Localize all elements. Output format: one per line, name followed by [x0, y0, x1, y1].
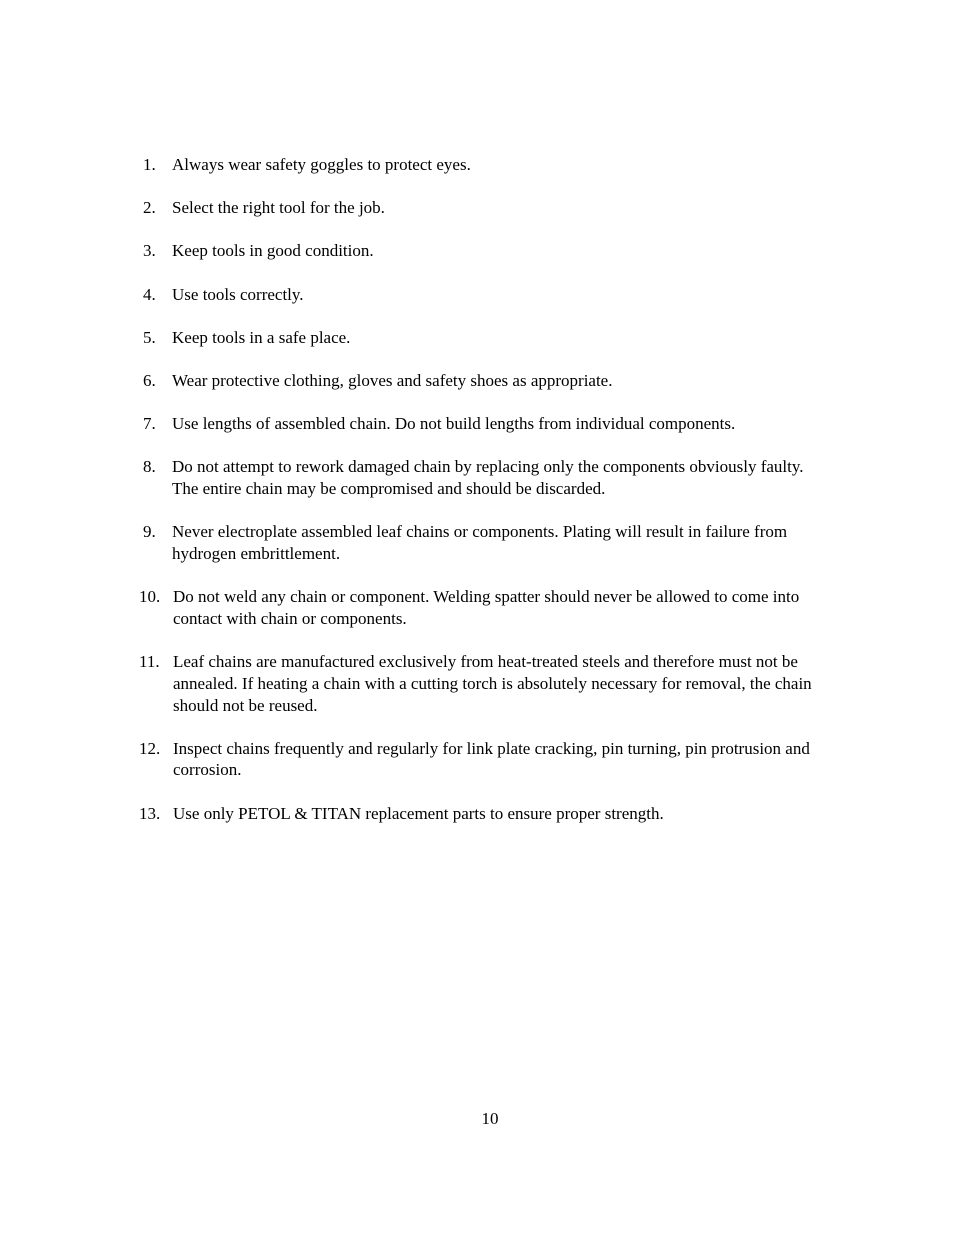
item-number: 3.: [143, 241, 156, 261]
item-text: Do not weld any chain or component. Welding spatter should never be allowed to come into contact with chain or components.: [173, 587, 800, 628]
item-number: 7.: [143, 414, 156, 434]
list-item: [139, 651, 829, 716]
item-text: Keep tools in a safe place.: [172, 327, 351, 347]
item-text: Select the right tool for the job.: [172, 198, 385, 218]
list-item: [139, 413, 829, 435]
item-text: Leaf chains are manufactured exclusively from heat-treated steels and therefore must not be annealed. If heating a chain with a cutting torch is absolutely necessary for removal, the chain should not be reused.: [173, 652, 812, 715]
item-number: 2.: [143, 198, 156, 218]
item-number: 10.: [139, 587, 161, 607]
item-text: Use only PETOL & TITAN replacement parts to ensure proper strength.: [173, 803, 664, 823]
item-number: 8.: [143, 457, 156, 477]
item-number: 1.: [143, 155, 156, 174]
item-number: 9.: [143, 522, 156, 542]
list-item: [139, 456, 829, 499]
item-text: Inspect chains frequently and regularly for link plate cracking, pin turning, pin protrusion and corrosion.: [173, 738, 810, 780]
list-item: [139, 738, 829, 781]
item-text: Wear protective clothing, gloves and safety shoes as appropriate.: [172, 371, 613, 391]
item-number: 5.: [143, 327, 156, 347]
item-text: Use tools correctly.: [172, 284, 304, 304]
list-item: [139, 327, 829, 349]
list-item: [139, 154, 829, 176]
list-item: [139, 803, 829, 825]
item-number: 11.: [139, 652, 160, 672]
page-number: 10: [481, 1109, 499, 1128]
item-text: Use lengths of assembled chain. Do not build lengths from individual components.: [172, 414, 736, 434]
list-item: [139, 197, 829, 219]
item-text: Always wear safety goggles to protect eyes.: [172, 155, 471, 174]
list-item: [139, 521, 829, 564]
item-number: 6.: [143, 371, 156, 391]
list-item: [139, 370, 829, 392]
item-text: Do not attempt to rework damaged chain by replacing only the components obviously faulty. The entire chain may be compromised and should be discarded.: [172, 457, 804, 499]
item-number: 4.: [143, 284, 156, 304]
item-number: 13.: [139, 803, 161, 823]
list-item: [139, 586, 829, 629]
item-number: 12.: [139, 738, 161, 758]
item-text: Keep tools in good condition.: [172, 241, 374, 261]
safety-rules-list: [139, 154, 829, 846]
list-item: [139, 240, 829, 262]
list-item: [139, 284, 829, 306]
item-text: Never electroplate assembled leaf chains or components. Plating will result in failure from hydrogen embrittlement.: [172, 522, 788, 564]
